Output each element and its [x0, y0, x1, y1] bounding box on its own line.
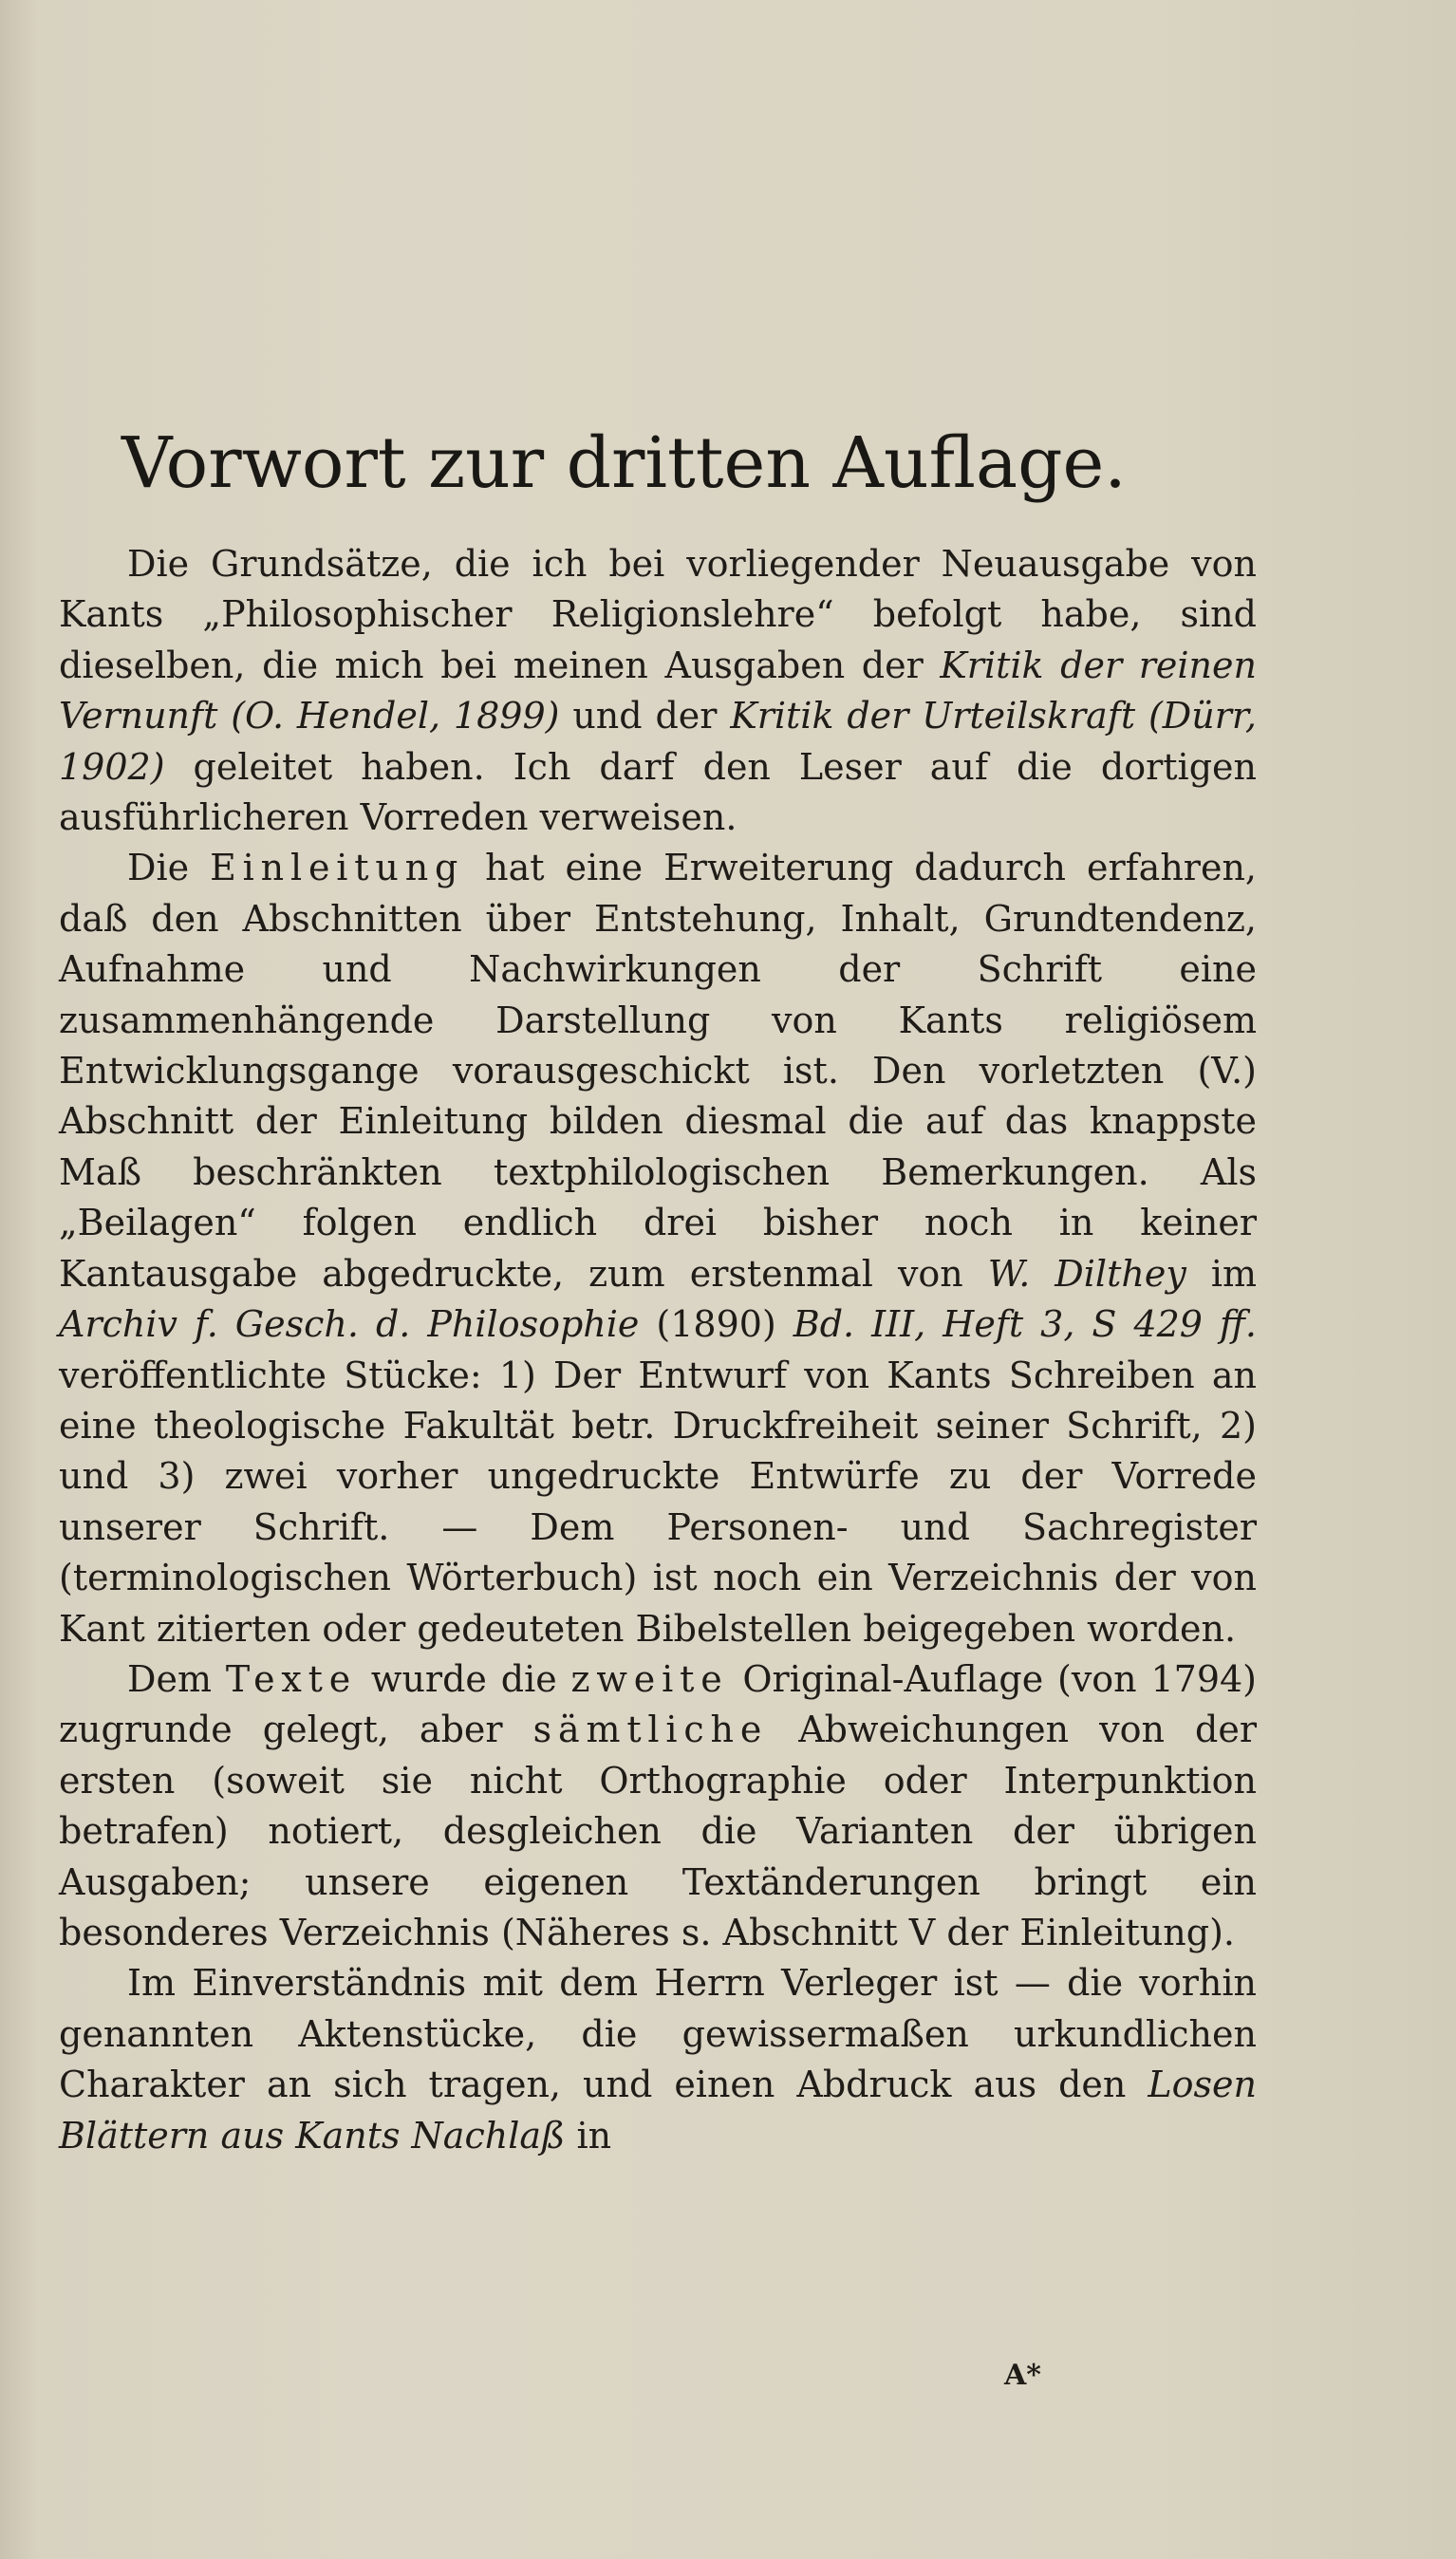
- paragraph-4: [59, 1958, 1257, 2161]
- italic-name: W. Dilthey: [987, 1252, 1186, 1295]
- spaced-word: Einleitung: [210, 847, 465, 889]
- text-run: und der: [559, 695, 731, 738]
- paragraph-3: [59, 1654, 1257, 1958]
- text-run: in: [565, 2114, 612, 2157]
- body-text: [59, 539, 1257, 2161]
- paragraph-2: [59, 843, 1257, 1654]
- italic-title: Kritik der reinen Vernunft (O. Hendel, 1899): [59, 644, 1257, 738]
- text-run: Abweichungen von der ersten (soweit sie nicht Orthographie oder Interpunktion betrafen) notiert, desgleichen die Varianten der übrigen Ausgaben; unsere eigenen Textänderungen bringt ein besonderes Verzeichnis (Näheres s. Abschnitt V der Einleitung).: [59, 1709, 1257, 1953]
- italic-title: Archiv f. Gesch. d. Philosophie: [59, 1303, 640, 1346]
- italic-title: Kritik der Urteilskraft (Dürr, 1902): [59, 695, 1257, 788]
- text-run: Dem: [127, 1657, 226, 1700]
- text-run: Im Einverständnis mit dem Herrn Verleger ist — die vorhin genannten Aktenstücke, die gewissermaßen urkundlichen Charakter an sich tragen, und einen Abdruck aus den: [59, 1962, 1257, 2106]
- signature-mark: A*: [1004, 2359, 1041, 2392]
- text-run: im: [1185, 1252, 1258, 1295]
- text-run: Die Grundsätze, die ich bei vorliegender Neuausgabe von Kants „Philosophischer Religionslehre“ befolgt habe, sind dieselben, die mich bei meinen Ausgaben der: [59, 543, 1257, 686]
- italic-title: Losen Blättern aus Kants Nachlaß: [59, 2064, 1257, 2157]
- text-run: Original-Auflage (von 1794) zugrunde gelegt, aber: [59, 1657, 1258, 1751]
- text-run: Die: [127, 847, 211, 889]
- italic-citation: Bd. III, Heft 3, S 429 ff.: [793, 1303, 1257, 1346]
- text-run: geleitet haben. Ich darf den Leser auf die dortigen ausführlicheren Vorreden verweisen.: [59, 745, 1257, 839]
- paragraph-1: [59, 539, 1257, 843]
- spaced-word: zweite: [570, 1657, 729, 1700]
- spaced-word: sämtliche: [532, 1709, 769, 1751]
- text-run: wurde die: [357, 1657, 571, 1700]
- text-run: veröffentlichte Stücke: 1) Der Entwurf von Kants Schreiben an eine theologische Fakultät betr. Druckfreiheit seiner Schrift, 2) und 3) zwei vorher ungedruckte Entwürfe zu der Vorrede unserer Schrift. — Dem Personen- und Sachregister (terminologischen Wörterbuch) ist noch ein Verzeichnis der von Kant zitierten oder gedeuteten Bibelstellen beigegeben worden.: [59, 1354, 1257, 1650]
- page-title: Vorwort zur dritten Auflage.: [121, 422, 1127, 504]
- text-run: (1890): [639, 1303, 793, 1346]
- spaced-word: Texte: [225, 1657, 358, 1700]
- text-run: hat eine Erweiterung dadurch erfahren, daß den Abschnitten über Entstehung, Inhalt, Grundtendenz, Aufnahme und Nachwirkungen der Schrift eine zusammenhängende Darstellung von Kants religiösem Entwicklungsgange vorausgeschickt ist. Den vorletzten (V.) Abschnitt der Einleitung bilden diesmal die auf das knappste Maß beschränkten textphilologischen Bemerkungen. Als „Beilagen“ folgen endlich drei bisher noch in keiner Kantausgabe abgedruckte, zum erstenmal von: [59, 847, 1258, 1295]
